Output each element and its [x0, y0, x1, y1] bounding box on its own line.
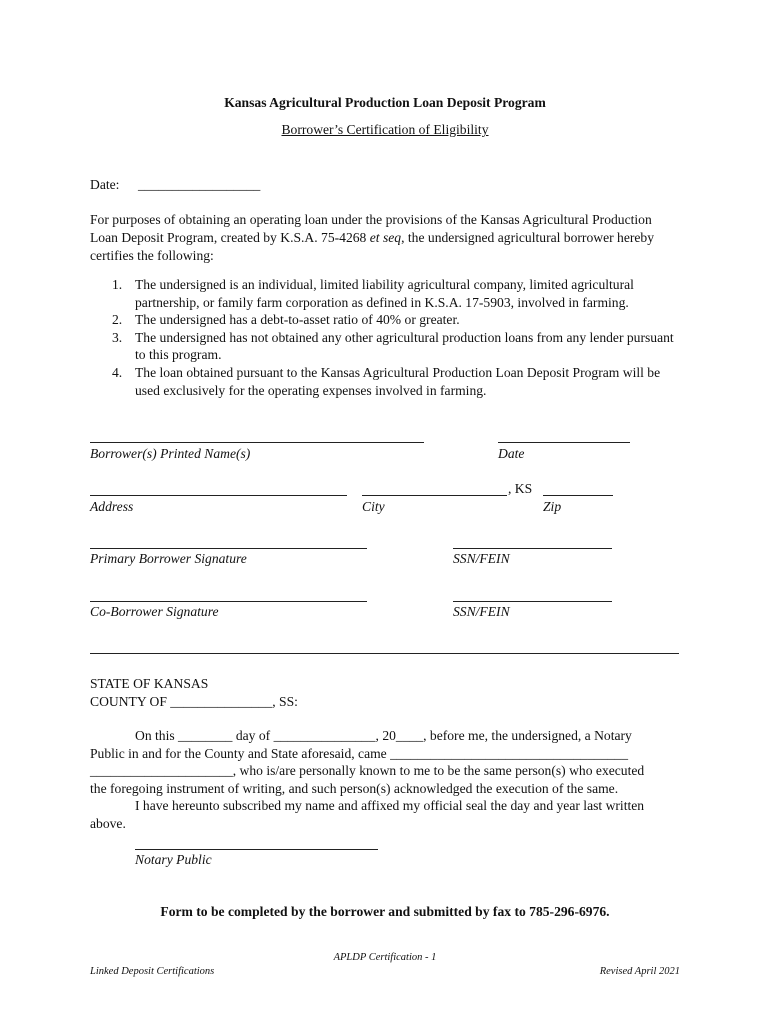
notary-state: STATE OF KANSAS	[90, 676, 209, 691]
notary-public-label: Notary Public	[135, 852, 212, 867]
document-subtitle: Borrower’s Certification of Eligibility	[281, 122, 489, 137]
address-line[interactable]	[90, 495, 347, 496]
printed-names-label: Borrower(s) Printed Name(s)	[90, 446, 251, 461]
city-line[interactable]	[362, 495, 507, 496]
list-item	[90, 311, 680, 329]
notary-paragraph	[90, 727, 690, 833]
primary-signature-label: Primary Borrower Signature	[90, 551, 247, 566]
primary-signature-line[interactable]	[90, 548, 367, 549]
ks-label: , KS	[508, 481, 533, 496]
list-number: 2.	[112, 312, 123, 328]
ssn1-label: SSN/FEIN	[453, 551, 510, 566]
notary-line-5: I have hereunto subscribed my name and affixed my official seal the day and year last written	[135, 798, 645, 814]
notary-line-1: On this ________ day of _______________, 20____, before me, the undersigned, a Notary	[135, 728, 632, 743]
notary-line-3: _____________________, who is/are personally known to me to be the same person(s) who executed	[90, 763, 645, 779]
address-label: Address	[90, 499, 134, 514]
notary-line-6: above.	[90, 815, 126, 831]
ssn2-line[interactable]	[453, 601, 612, 602]
footer-right: Revised April 2021	[599, 966, 680, 977]
list-text: The undersigned is an individual, limited liability agricultural company, limited agricultural partnership, or family farm corporation as defined in K.S.A. 17-5903, involved in farming.	[135, 277, 634, 310]
printed-names-line[interactable]	[90, 442, 424, 443]
list-number: 4.	[112, 364, 123, 380]
notary-signature-line[interactable]	[135, 849, 378, 850]
notary-county: COUNTY OF _______________, SS:	[90, 693, 298, 709]
notary-line-2: Public in and for the County and State aforesaid, came ___________________________________	[90, 745, 629, 761]
intro-text-after: , the undersigned agricultural borrower hereby certifies the following:	[90, 230, 655, 263]
list-number: 3.	[112, 329, 123, 345]
list-item	[90, 329, 680, 364]
co-signature-line[interactable]	[90, 601, 367, 602]
list-item	[90, 364, 680, 399]
list-item	[90, 276, 680, 311]
date-label: Date:	[90, 177, 120, 192]
notary-line-4: the foregoing instrument of writing, and such person(s) acknowledged the execution of the same.	[90, 780, 619, 796]
zip-label: Zip	[543, 499, 562, 514]
certification-list	[90, 276, 680, 399]
list-text: The undersigned has a debt-to-asset ratio of 40% or greater.	[135, 312, 460, 328]
co-signature-label: Co-Borrower Signature	[90, 604, 219, 619]
section-divider	[90, 653, 679, 654]
notary-block	[90, 675, 690, 710]
intro-paragraph	[90, 211, 680, 265]
document-title: Kansas Agricultural Production Loan Deposit Program	[224, 95, 546, 110]
date-sign-line[interactable]	[498, 442, 630, 443]
date-blank[interactable]: __________________	[138, 177, 261, 192]
ssn2-label: SSN/FEIN	[453, 604, 510, 619]
submission-instruction: Form to be completed by the borrower and submitted by fax to 785-296-6976.	[160, 904, 610, 919]
ssn1-line[interactable]	[453, 548, 612, 549]
list-number: 1.	[112, 277, 123, 292]
footer-left: Linked Deposit Certifications	[90, 966, 215, 977]
zip-line[interactable]	[543, 495, 613, 496]
list-text: The undersigned has not obtained any other agricultural production loans from any lender pursuant to this program.	[135, 329, 674, 363]
date-sign-label: Date	[498, 446, 525, 461]
intro-text-before: For purposes of obtaining an operating loan under the provisions of the Kansas Agricultural Production Loan Deposit Program, created by K.S.A. 75-4268	[90, 212, 652, 245]
list-text: The loan obtained pursuant to the Kansas Agricultural Production Loan Deposit Program will be used exclusively for the operating expenses involved in farming.	[135, 364, 661, 398]
intro-italic: et seq	[369, 230, 402, 245]
footer-page-label: APLDP Certification - 1	[333, 952, 437, 963]
city-label: City	[362, 499, 385, 514]
